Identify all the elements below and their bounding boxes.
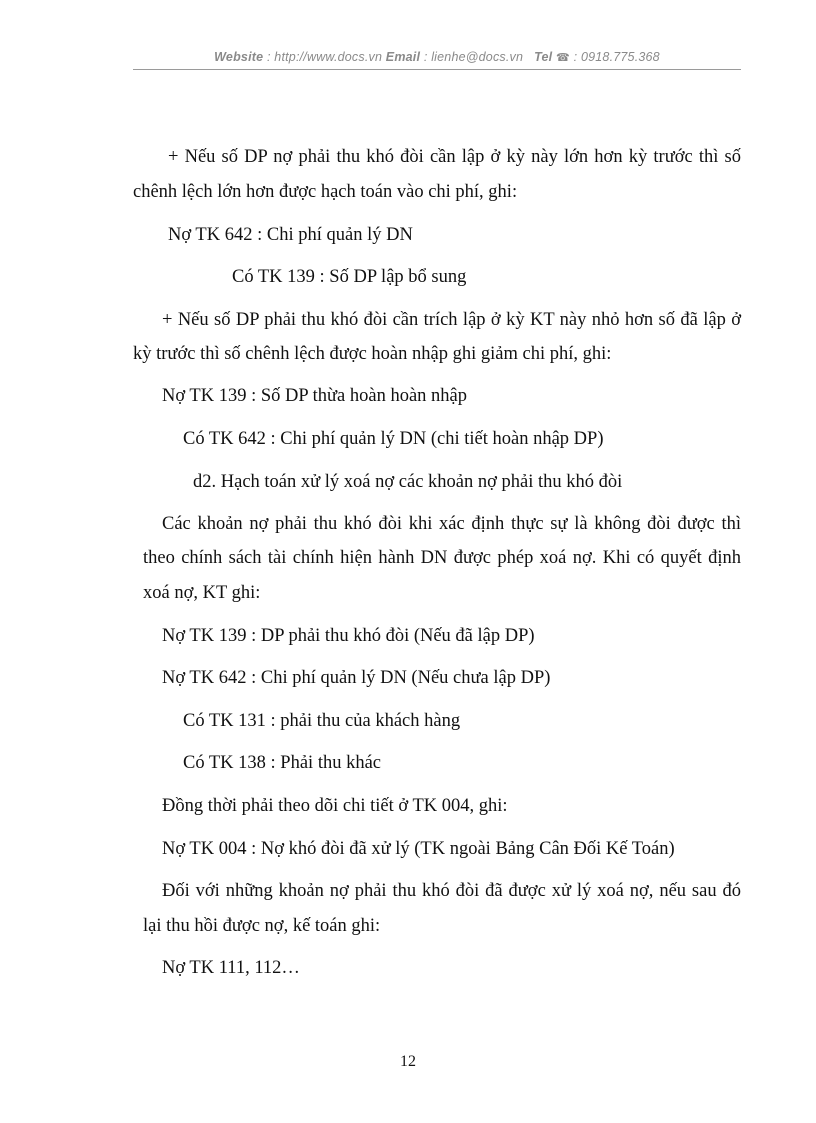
email-address[interactable]: lienhe@docs.vn xyxy=(431,50,524,64)
header-divider xyxy=(133,69,741,70)
tel-number: : 0918.775.368 xyxy=(569,50,660,64)
paragraph-line: xoá nợ, KT ghi: xyxy=(143,583,261,603)
paragraph-line: theo chính sách tài chính hiện hành DN được phép xoá nợ. Khi có quyết định xyxy=(143,548,741,568)
website-separator: : xyxy=(263,50,275,64)
phone-icon: ☎ xyxy=(556,52,570,64)
paragraph-line: Đối với những khoản nợ phải thu khó đòi đã được xử lý xoá nợ, nếu sau đó xyxy=(162,881,741,901)
journal-entry-line: Nợ TK 642 : Chi phí quản lý DN xyxy=(168,225,413,245)
paragraph-line: Đồng thời phải theo dõi chi tiết ở TK 004, ghi: xyxy=(162,796,508,816)
paragraph-line: Các khoản nợ phải thu khó đòi khi xác định thực sự là không đòi được thì xyxy=(162,514,741,534)
journal-entry-line: Nợ TK 139 : Số DP thừa hoàn hoàn nhập xyxy=(162,386,467,406)
journal-entry-line: Có TK 642 : Chi phí quản lý DN (chi tiết hoàn nhập DP) xyxy=(183,429,604,449)
paragraph-line: chênh lệch lớn hơn được hạch toán vào chi phí, ghi: xyxy=(133,182,518,202)
section-heading: d2. Hạch toán xử lý xoá nợ các khoản nợ phải thu khó đòi xyxy=(193,472,623,492)
page-header xyxy=(133,50,741,64)
journal-entry-line: Nợ TK 139 : DP phải thu khó đòi (Nếu đã lập DP) xyxy=(162,626,535,646)
email-separator: : xyxy=(420,50,432,64)
paragraph-line: + Nếu số DP phải thu khó đòi cần trích lập ở kỳ KT này nhỏ hơn số đã lập ở xyxy=(162,310,741,330)
paragraph-line: kỳ trước thì số chênh lệch được hoàn nhập ghi giảm chi phí, ghi: xyxy=(133,344,612,364)
journal-entry-line: Có TK 131 : phải thu của khách hàng xyxy=(183,711,461,731)
tel-label: Tel xyxy=(534,50,553,64)
website-label: Website xyxy=(214,50,264,64)
paragraph-line: lại thu hồi được nợ, kế toán ghi: xyxy=(143,916,381,936)
journal-entry-line: Nợ TK 004 : Nợ khó đòi đã xử lý (TK ngoài Bảng Cân Đối Kế Toán) xyxy=(162,839,675,859)
journal-entry-line: Nợ TK 642 : Chi phí quản lý DN (Nếu chưa lập DP) xyxy=(162,668,551,688)
paragraph-line: + Nếu số DP nợ phải thu khó đòi cần lập ở kỳ này lớn hơn kỳ trước thì số xyxy=(168,147,741,167)
page-number: 12 xyxy=(400,1053,416,1070)
journal-entry-line: Có TK 139 : Số DP lập bổ sung xyxy=(232,267,467,287)
website-url[interactable]: http://www.docs.vn xyxy=(274,50,383,64)
journal-entry-line: Có TK 138 : Phải thu khác xyxy=(183,753,382,773)
journal-entry-line: Nợ TK 111, 112… xyxy=(162,958,300,978)
email-label: Email xyxy=(385,50,421,64)
